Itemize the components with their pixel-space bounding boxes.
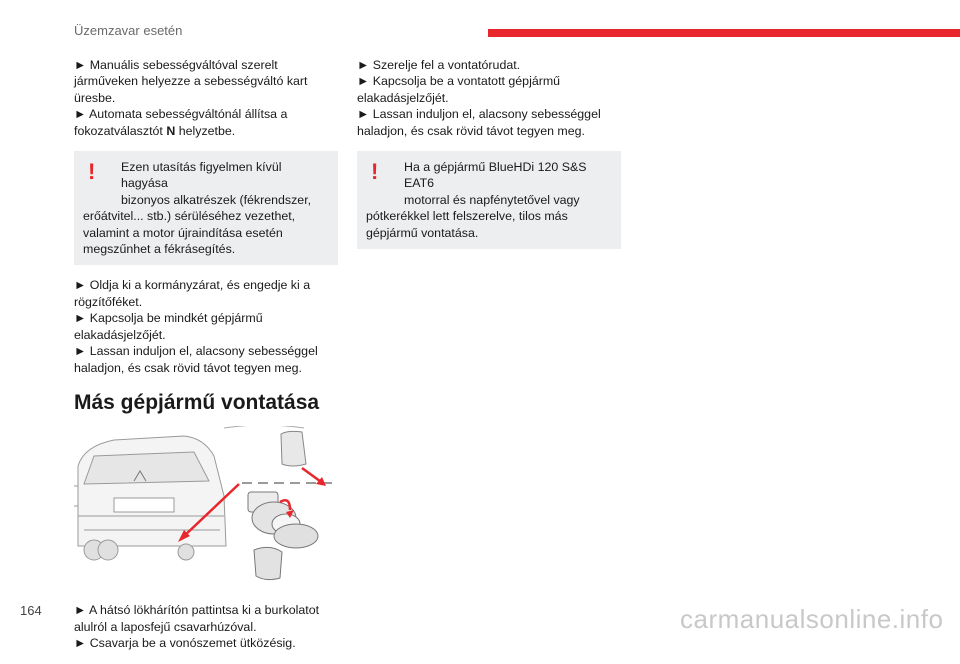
text-line: haladjon, és csak rövid távot tegyen meg. <box>74 360 302 375</box>
bumper-cover-shape <box>281 431 306 466</box>
text-line: ► Kapcsolja be a vontatott gépjármű <box>357 74 561 89</box>
text-line: ► Automata sebességváltónál állítsa a <box>74 107 288 122</box>
warning-line: Ha a gépjármű BlueHDi 120 S&S EAT6 <box>404 160 587 191</box>
gear-position-label: N <box>166 123 176 138</box>
header-accent-bar <box>488 29 960 37</box>
watermark: carmanualsonline.info <box>680 604 944 634</box>
warning-line: Ezen utasítás figyelmen kívül hagyása <box>121 160 282 191</box>
instruction-block-gear <box>74 57 338 139</box>
text-line: haladjon, és csak rövid távot tegyen meg. <box>357 123 585 138</box>
text-fragment: fokozatválasztót <box>74 123 163 138</box>
instruction-block-towbar <box>357 57 621 139</box>
towing-eye-illustration <box>74 426 338 586</box>
text-line: járműveken helyezze a sebességváltó kart <box>74 74 308 89</box>
text-line: alulról a laposfejű csavarhúzóval. <box>74 619 257 634</box>
text-line: ► Szerelje fel a vontatórudat. <box>357 58 521 72</box>
warning-line: erőátvitel... stb.) sérüléséhez vezethet, <box>83 209 296 224</box>
text-fragment: helyzetbe. <box>178 123 236 138</box>
text-line <box>74 123 338 139</box>
text-line: ► Csavarja be a vonószemet ütközésig. <box>74 636 296 651</box>
text-line: elakadásjelzőjét. <box>74 327 166 342</box>
text-line: ► Kapcsolja be mindkét gépjármű <box>74 311 263 326</box>
exclamation-icon: ! <box>371 159 379 185</box>
text-line: ► Manuális sebességváltóval szerelt <box>74 58 278 72</box>
exclamation-icon: ! <box>88 159 96 185</box>
text-line: ► Lassan induljon el, alacsony sebességgel <box>74 344 318 359</box>
warning-line: valamint a motor újraindítása esetén <box>83 225 283 240</box>
page-header-title: Üzemzavar esetén <box>74 23 183 38</box>
warning-line: bizonyos alkatrészek (fékrendszer, <box>121 192 312 207</box>
left-column <box>74 57 338 664</box>
text-line: ► Lassan induljon el, alacsony sebességgel <box>357 107 601 122</box>
section-title: Más gépjármű vontatása <box>74 390 320 414</box>
warning-line: gépjármű vontatása. <box>366 225 479 240</box>
text-line: rögzítőféket. <box>74 294 143 309</box>
warning-box <box>74 151 338 265</box>
towing-eye-drawing <box>248 492 318 580</box>
instruction-block-towing-eye <box>74 602 338 651</box>
text-line: ► A hátsó lökhárítón pattintsa ki a burkolatot <box>74 603 320 618</box>
instruction-block-release <box>74 277 338 375</box>
text-line: üresbe. <box>74 90 116 105</box>
warning-box <box>357 151 621 249</box>
text-line: elakadásjelzőjét. <box>357 90 449 105</box>
warning-line: motorral és napfénytetővel vagy <box>404 192 580 207</box>
text-line: ► Oldja ki a kormányzárat, és engedje ki a <box>74 278 311 293</box>
warning-line: megszűnhet a fékrásegítés. <box>83 242 236 257</box>
car-rear-drawing <box>74 436 226 560</box>
middle-column <box>357 57 621 261</box>
page-number: 164 <box>20 603 42 618</box>
warning-line: pótkerékkel lett felszerelve, tilos más <box>366 209 568 224</box>
